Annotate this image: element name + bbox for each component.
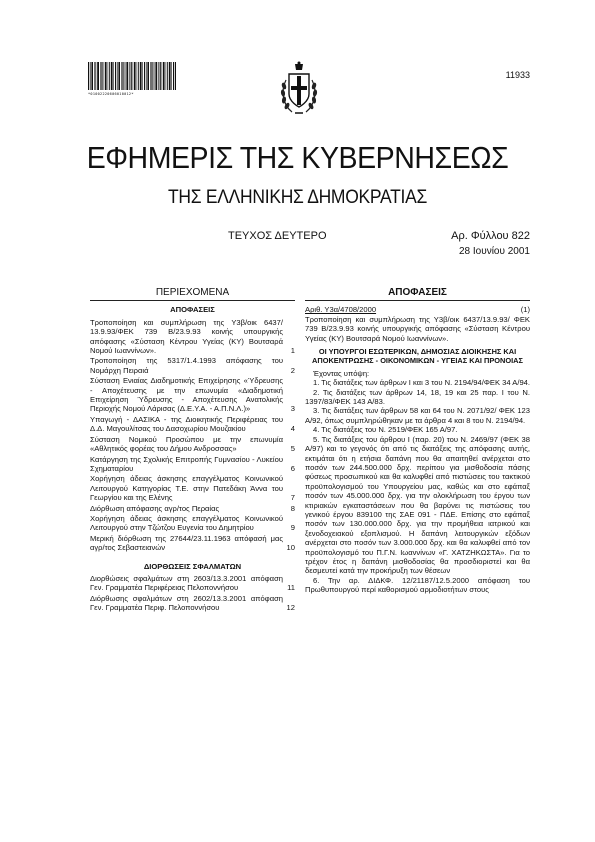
toc-errata-heading: ΔΙΟΡΘΩΣΕΙΣ ΣΦΑΛΜΑΤΩΝ (143, 561, 242, 571)
toc-item-page: 12 (286, 603, 295, 613)
decision-ref-row (305, 305, 530, 314)
toc-item-page: 2 (290, 365, 295, 375)
issue-row (90, 230, 530, 244)
barcode-number: *01002220606010012* (88, 92, 134, 96)
toc-item-text: Μερική διόρθωση της 27644/23.11.1963 απόφασή μας αγρ/τος Σεβαστειανών (90, 533, 283, 553)
sheet-number: 822 (511, 230, 530, 242)
sheet-label: Αρ. Φύλλου (451, 230, 509, 242)
toc-rule (90, 300, 295, 301)
toc-item-page: 8 (290, 503, 295, 513)
gazette-title: ΕΦΗΜΕΡΙΣ ΤΗΣ ΚΥΒΕΡΝΗΣΕΩΣ (86, 140, 509, 175)
decision-paragraph: 3. Τις διατάξεις των άρθρων 58 και 64 του Ν. 2071/92/ ΦΕΚ 123 Α/92, όπως συμπληρώθηκαν με τα άρθρα 4 και 8 του Ν. 2194/94. (305, 406, 530, 425)
toc-item[interactable] (90, 415, 295, 434)
toc-item-text: Κατάργηση της Σχολικής Επιτροπής Γυμνασίου - Λυκείου Σχηματαρίου (90, 454, 283, 473)
barcode (88, 62, 176, 90)
toc-item-text: Υπαγωγή - ΔΑΣΙΚΑ - της Διοικητικής Περιφέρειας του Δ.Δ. Μαγουλίτσας του Δασοχωρίου Μουζακίου (90, 414, 283, 434)
toc-item[interactable] (90, 356, 295, 375)
toc-item-page: 3 (290, 404, 295, 414)
coat-of-arms-icon (278, 60, 320, 118)
toc-item[interactable] (90, 504, 295, 513)
toc-item-page: 5 (290, 444, 295, 454)
toc-item-text: Χορήγηση άδειας άσκησης επαγγέλματος Κοινωνικού Λειτουργού Κατηγορίας Τ.Ε. στην Πατεδάκη Άννα του Γεωργίου και της Ελένης (90, 474, 283, 503)
issue-series: ΤΕΥΧΟΣ ΔΕΥΤΕΡΟ (228, 230, 327, 242)
toc-item-text: Χορήγηση άδειας άσκησης επαγγέλματος Κοινωνικού Λειτουργού στην Τζώτζου Ευγενία του Δημητρίου (90, 513, 283, 533)
toc-item[interactable] (90, 534, 295, 553)
toc-item[interactable] (90, 455, 295, 474)
toc-item[interactable] (90, 514, 295, 533)
decisions-column (305, 288, 530, 595)
toc-item-page: 6 (290, 463, 295, 473)
page-number: 11933 (505, 70, 530, 80)
decisions-rule (305, 300, 530, 301)
toc-item-text: Τροποποίηση και συμπλήρωση της Υ3β/οικ 6437/ 13.9.93/ΦΕΚ 739 Β/23.9.93 κοινής υπουργικής απόφασης «Σύσταση Κέντρου Υγείας (ΚΥ) Βουτσαρά Νομού Ιωαννίνων». (90, 317, 283, 356)
sheet-number-block (451, 230, 530, 242)
decision-paragraph: 4. Τις διατάξεις του Ν. 2519/ΦΕΚ 165 Α/97. (313, 425, 458, 435)
toc-item[interactable] (90, 474, 295, 502)
toc-item-page: 9 (290, 523, 295, 533)
decision-paragraph: 5. Τις διατάξεις του άρθρου Ι (παρ. 20) του Ν. 2469/97 (ΦΕΚ 38 Α/97) και το γεγονός ότι από τις διατάξεις της απόφασης αυτής, εκτιμάται ότι η ετήσια δαπάνη που θα απαιτηθεί ανέρχεται στο ποσόν των 244.500.000 δρχ. περίπου για μισθοδοσία πάσης φύσεως προσωπικού και θα καλυφθεί από πιστώσεις του τακτικού προϋπολογισμού του Υπουργείου μας, καθώς και στο εφάπαξ ποσόν των 45.000.000 δρχ. για την ολοκλήρωση του έργου των κτιριακών εγκαταστάσεων που θα βαρύνει τις πιστώσεις του γενικού έργου 839100 της ΣΑΕ 091 - ΠΔΕ. Επίσης στο εφάπαξ ποσόν των 130.000.000 δρχ. για την προμήθεια ιατρικού και ξενοδοχειακού εξοπλισμού. Η δαπάνη λειτουργικών εξόδων ανέρχεται στο ποσόν των 3.000.000 δρχ. και θα καλυφθεί από τον προϋπολογισμό του Π.Γ.Ν. Ιωαννίνων «Γ. ΧΑΤΖΗΚΩΣΤΑ». Για το τρέχον έτος η δαπάνη μισθοδοσίας θα προσδιοριστεί και θα δεσμευτεί κατά την προκήρυξη των θέσεων (305, 434, 530, 576)
decision-ref-number: (1) (520, 305, 530, 315)
gazette-subtitle: ΤΗΣ ΕΛΛΗΝΙΚΗΣ ΔΗΜΟΚΡΑΤΙΑΣ (167, 187, 428, 208)
toc-column (90, 288, 295, 614)
decision-paragraph: 6. Την αρ. ΔΙΔΚΦ. 12/21187/12.5.2000 απόφαση του Πρωθυπουργού περί καθορισμού αρμοδιοτήτων στους (305, 575, 530, 595)
toc-item-page: 10 (286, 543, 295, 553)
ministries-heading: ΟΙ ΥΠΟΥΡΓΟΙ ΕΣΩΤΕΡΙΚΩΝ, ΔΗΜΟΣΙΑΣ ΔΙΟΙΚΗΣΗΣ ΚΑΙ ΑΠΟΚΕΝΤΡΩΣΗΣ - ΟΙΚΟΝΟΜΙΚΩΝ - ΥΓΕΙΑΣ ΚΑΙ ΠΡΟΝΟΙΑΣ (312, 347, 523, 366)
toc-item-page: 7 (290, 493, 295, 503)
toc-item[interactable] (90, 376, 295, 414)
toc-item-text: Τροποποίηση της 5317/1.4.1993 απόφασης του Νομάρχη Πειραιά (90, 356, 283, 375)
toc-item-text: Διόρθωση απόφασης αγρ/τος Περαίας (90, 503, 220, 513)
toc-errata-item[interactable] (90, 594, 295, 613)
toc-item-text: Διόρθωσης σφαλμάτων στη 2602/13.3.2001 απόφαση Γεν. Γραμματέα Περιφ. Πελοποννήσου (90, 593, 283, 613)
toc-item[interactable] (90, 435, 295, 454)
decision-intro: Τροποποίηση και συμπλήρωση της Υ3β/οικ 6437/13.9.93/ ΦΕΚ 739 Β/23.9.93 κοινής υπουργικής απόφασης «Σύσταση Κέντρου Υγείας (ΚΥ) Βουτσαρά Νομού Ιωαννίνων». (305, 314, 530, 343)
toc-decisions-heading: ΑΠΟΦΑΣΕΙΣ (170, 305, 215, 315)
toc-item-page: 4 (290, 424, 295, 434)
toc-item-page: 11 (287, 583, 295, 593)
toc-item-text: Σύσταση Ενιαίας Διαδημοτικής Επιχείρησης «Ύδρευσης - Αποχέτευσης με την επωνυμία «Διαδημοτική Επιχείρηση Ύδρευσης - Αποχέτευσης Ανατολικής Περιοχής Νομού Λάρισας (Δ.Ε.Υ.Α. - Α.Π.Ν.Λ.)» (90, 376, 283, 414)
toc-item[interactable] (90, 318, 295, 356)
issue-date: 28 Ιουνίου 2001 (459, 246, 530, 257)
decisions-title: ΑΠΟΦΑΣΕΙΣ (388, 287, 447, 298)
decision-paragraph: 1. Τις διατάξεις των άρθρων Ι και 3 του Ν. 2194/94/ΦΕΚ 34 Α/94. (313, 378, 531, 388)
toc-errata-item[interactable] (90, 574, 295, 593)
toc-item-text: Σύσταση Νομικού Προσώπου με την επωνυμία «Αθλητικός φορέας του Δήμου Ανδροσσας» (90, 434, 283, 454)
having-in-view: Έχοντας υπόψη: (313, 368, 370, 378)
decision-ref: Αριθ. Υ3α/4708/2000 (305, 305, 377, 315)
toc-item-text: Διορθώσεις σφαλμάτων στη 2603/13.3.2001 απόφαση Γεν. Γραμματέα Περιφέρειας Πελοποννήσου (90, 573, 283, 593)
toc-item-page: 1 (290, 346, 295, 356)
toc-title: ΠΕΡΙΕΧΟΜΕΝΑ (155, 287, 230, 298)
decision-paragraph: 2. Τις διατάξεις των άρθρων 14, 18, 19 και 25 παρ. Ι του Ν. 1397/83/ΦΕΚ 143 Α/83. (305, 387, 530, 407)
